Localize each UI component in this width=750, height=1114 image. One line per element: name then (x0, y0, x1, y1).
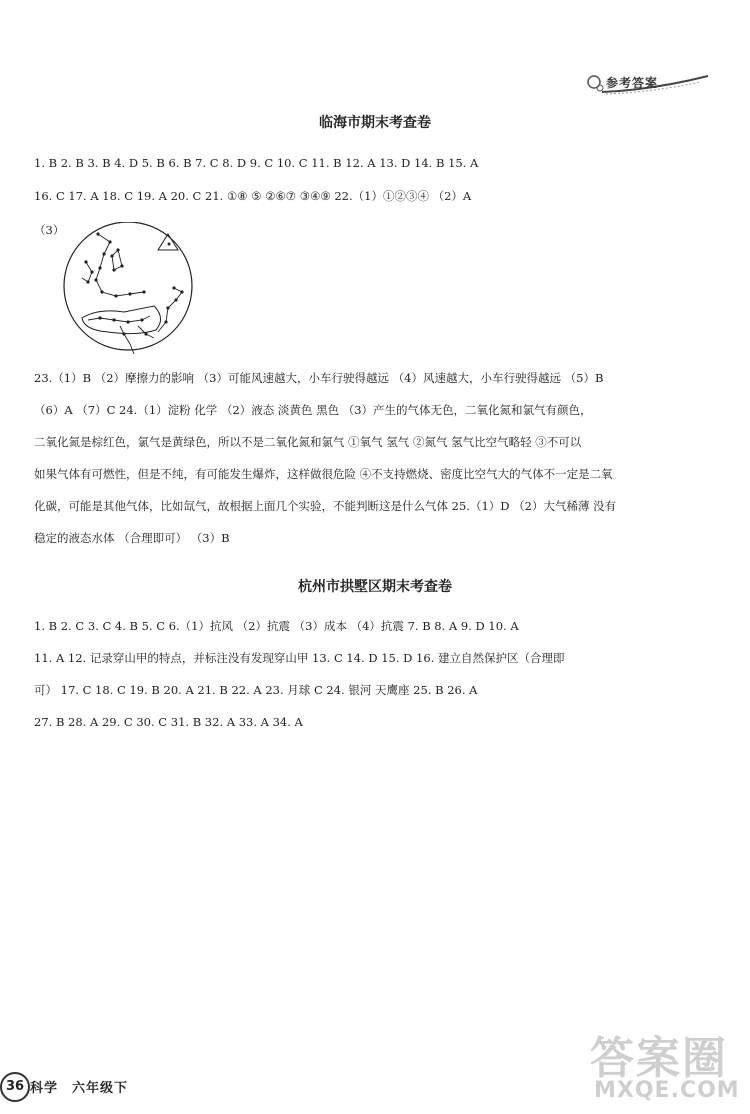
answer-line: 1. B 2. C 3. C 4. B 5. C 6.（1）抗风 （2）抗震 （3）成本 （4）抗震 7. B 8. A 9. D 10. A (34, 619, 519, 633)
answer-line: 稳定的液态水体 （合理即可） （3）B (34, 531, 230, 545)
section-title-gongshu: 杭州市拱墅区期末考查卷 (298, 579, 452, 595)
answer-line: 11. A 12. 记录穿山甲的特点，并标注没有发现穿山甲 13. C 14. D 15. D 16. 建立自然保护区（合理即 (34, 651, 565, 665)
badge-label: 参考答案 (606, 76, 659, 90)
footer-subject: 科学 (30, 1081, 59, 1096)
answer-line: （6）A （7）C 24.（1）淀粉 化学 （2）液态 淡黄色 黑色 （3）产生的气体无色，二氧化氮和氯气有颜色， (34, 403, 592, 417)
answer-line: 二氧化氮是棕红色，氯气是黄绿色，所以不是二氧化氮和氯气 ①氧气 氢气 ②氮气 氢气比空气略轻 ③不可以 (34, 435, 582, 449)
answer-line: 27. B 28. A 29. C 30. C 31. B 32. A 33. A 34. A (34, 715, 303, 729)
answer-line: 1. B 2. B 3. B 4. D 5. B 6. B 7. C 8. D 9. C 10. C 11. B 12. A 13. D 14. B 15. A (34, 156, 479, 170)
diagram-label: （3） (34, 223, 65, 237)
answer-line: 化碳，可能是其他气体，比如氙气，故根据上面几个实验，不能判断这是什么气体 25.（1）D （2）大气稀薄 没有 (34, 499, 617, 513)
footer-grade: 六年级下 (72, 1081, 129, 1096)
page-number: 36 (0, 1072, 30, 1102)
star-map-diagram (58, 222, 208, 360)
watermark-logo (590, 1022, 740, 1108)
answer-key-badge (582, 70, 712, 96)
answer-line: 16. C 17. A 18. C 19. A 20. C 21. ①⑧ ⑤ ②⑥⑦ ③④⑨ 22.（1）①②③④ （2）A (34, 189, 472, 203)
watermark-bottom: MXQE.COM (594, 1078, 740, 1103)
answer-line: 23.（1）B （2）摩擦力的影响 （3）可能风速越大，小车行驶得越远 （4）风速越大，小车行驶得越远 （5）B (34, 371, 604, 385)
answer-line: 如果气体有可燃性，但是不纯，有可能发生爆炸，这样做很危险 ④不支持燃烧、密度比空气大的气体不一定是二氧 (34, 467, 613, 481)
watermark-top: 答案圈 (590, 1033, 728, 1084)
answer-line: 可） 17. C 18. C 19. B 20. A 21. B 22. A 23. 月球 C 24. 银河 天鹰座 25. B 26. A (34, 683, 478, 697)
section-title-linhai: 临海市期末考查卷 (319, 115, 431, 131)
